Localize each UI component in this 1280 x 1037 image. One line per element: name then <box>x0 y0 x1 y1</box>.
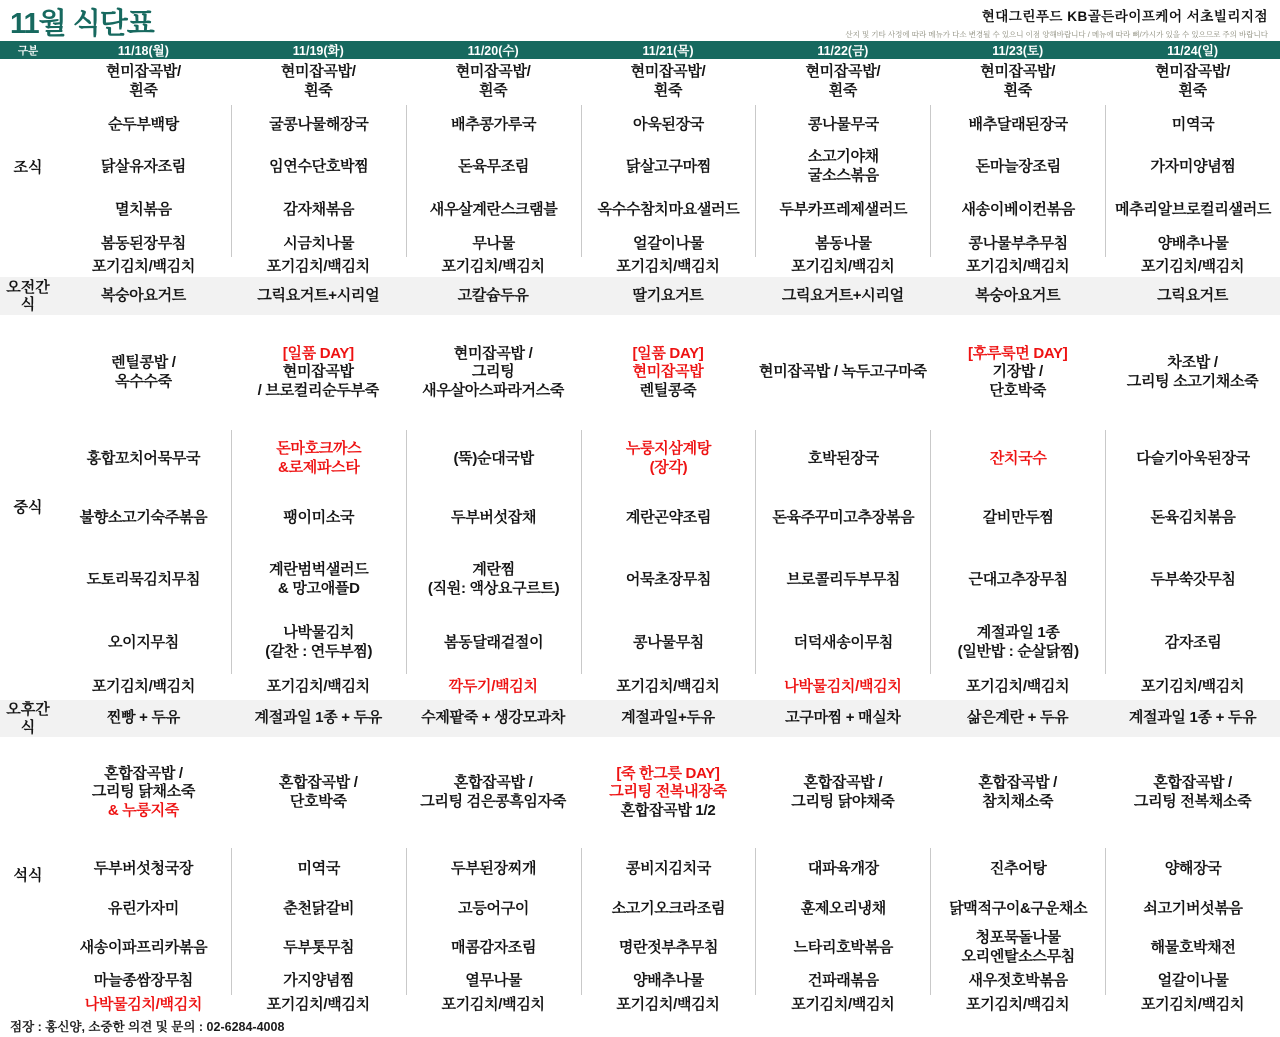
menu-cell: 누룽지삼계탕 (장각) <box>581 430 756 488</box>
menu-cell: 현미잡곡밥/ 흰죽 <box>280 63 356 99</box>
menu-cell: 그릭요거트 <box>1157 286 1229 304</box>
menu-cell: 봄동나물 <box>755 231 930 257</box>
menu-cell: 포기김치/백김치 <box>91 677 196 695</box>
menu-cell: 배추달래된장국 <box>930 105 1105 145</box>
menu-cell: 건파래볶음 <box>755 968 930 995</box>
menu-cell: 닭살고구마찜 <box>581 145 756 189</box>
menu-cell: 혼합잡곡밥 / 단호박죽 <box>278 773 358 810</box>
menu-cell: 혼합잡곡밥 / 그리팅 닭채소죽 & 누룽지죽 <box>91 764 196 819</box>
menu-cell: 포기김치/백김치 <box>791 995 895 1013</box>
menu-cell: 얼갈이나물 <box>581 231 756 257</box>
menu-cell: 포기김치/백김치 <box>441 257 545 275</box>
menu-cell: 포기김치/백김치 <box>1140 677 1245 695</box>
menu-cell: 도토리묵김치무침 <box>86 570 201 588</box>
menu-cell: 감자채볶음 <box>231 189 406 231</box>
menu-cell: 느타리호박볶음 <box>755 928 930 968</box>
menu-cell: 포기김치/백김치 <box>266 995 370 1013</box>
menu-cell: 시금치나물 <box>231 231 406 257</box>
menu-cell: 포기김치/백김치 <box>791 257 895 275</box>
menu-cell: 아욱된장국 <box>581 105 756 145</box>
menu-cell: 더덕새송이무침 <box>755 612 930 674</box>
menu-cell: 가자미양념찜 <box>1105 145 1280 189</box>
menu-cell: 포기김치/백김치 <box>966 677 1070 695</box>
menu-cell: 유린가자미 <box>107 899 179 917</box>
day-header: 11/18(월) <box>117 44 169 58</box>
menu-cell: 다슬기아욱된장국 <box>1105 430 1280 488</box>
menu-cell: 순두부백탕 <box>107 115 179 133</box>
menu-cell: 두부톳무침 <box>231 928 406 968</box>
section-label-pm-snack: 오후간식 <box>6 701 50 736</box>
menu-cell: 임연수단호박찜 <box>231 145 406 189</box>
section-dinner <box>0 737 1280 1015</box>
menu-cell: 삶은계란 + 두유 <box>967 709 1069 727</box>
menu-cell: 근대고추장무침 <box>930 548 1105 612</box>
day-header: 11/21(목) <box>642 44 694 58</box>
menu-cell: 현미잡곡밥/ 흰죽 <box>805 63 881 99</box>
menu-cell: 잔치국수 <box>930 430 1105 488</box>
menu-cell: 포기김치/백김치 <box>616 995 720 1013</box>
page-title: 11월 식단표 <box>10 8 154 40</box>
section-label-breakfast: 조식 <box>13 159 43 177</box>
menu-cell: 현미잡곡밥/ 흰죽 <box>630 63 706 99</box>
menu-cell: 포기김치/백김치 <box>616 677 720 695</box>
menu-cell: 소고기오크라조림 <box>581 890 756 928</box>
day-header: 11/24(일) <box>1167 44 1219 58</box>
menu-cell: 현미잡곡밥 / 녹두고구마죽 <box>759 363 927 381</box>
menu-cell: 돈마호크까스 &로제파스타 <box>231 430 406 488</box>
section-label-am-snack: 오전간식 <box>6 278 50 313</box>
menu-cell: 가지양념찜 <box>231 968 406 995</box>
menu-cell: 감자조림 <box>1105 612 1280 674</box>
menu-cell: 현미잡곡밥/ 흰죽 <box>980 63 1056 99</box>
menu-cell: 찐빵 + 두유 <box>106 709 180 727</box>
menu-cell: 팽이미소국 <box>231 488 406 548</box>
menu-cell: 수제팥죽 + 생강모과차 <box>421 709 566 727</box>
menu-cell: 해물호박채전 <box>1105 928 1280 968</box>
menu-cell: 현미잡곡밥/ 흰죽 <box>1155 63 1230 99</box>
menu-cell: 혼합잡곡밥 / 그리팅 전복채소죽 <box>1133 773 1252 810</box>
menu-cell: 닭살유자조림 <box>100 157 186 175</box>
menu-cell: 매콤감자조림 <box>406 928 581 968</box>
menu-cell: 두부된장찌개 <box>406 848 581 890</box>
menu-cell: 호박된장국 <box>755 430 930 488</box>
menu-cell: 춘천닭갈비 <box>231 890 406 928</box>
section-breakfast <box>0 59 1280 277</box>
menu-cell: 닭맥적구이&구운채소 <box>930 890 1105 928</box>
menu-cell: 소고기야채 굴소스볶음 <box>755 145 930 189</box>
menu-cell: 계란범벅샐러드 & 망고애플D <box>231 548 406 612</box>
section-lunch <box>0 315 1280 700</box>
menu-cell: 두부쑥갓무침 <box>1105 548 1280 612</box>
menu-cell: 홍합꼬치어묵무국 <box>86 449 201 467</box>
menu-cell: 현미잡곡밥/ 흰죽 <box>106 63 181 99</box>
menu-table <box>0 59 1280 1015</box>
menu-cell: 양배추나물 <box>581 968 756 995</box>
menu-cell: 계절과일 1종 + 두유 <box>1128 709 1257 727</box>
menu-cell: (뚝)순대국밥 <box>406 430 581 488</box>
menu-cell: 메추리알브로컬리샐러드 <box>1105 189 1280 231</box>
menu-cell: 마늘종쌈장무침 <box>93 972 194 990</box>
menu-cell: 봄동달래겉절이 <box>406 612 581 674</box>
footer-contact: 점장 : 홍신양, 소중한 의견 및 문의 : 02-6284-4008 <box>10 1020 285 1034</box>
menu-cell: 포기김치/백김치 <box>1140 257 1245 275</box>
menu-cell: 포기김치/백김치 <box>616 257 720 275</box>
menu-cell: 콩비지김치국 <box>581 848 756 890</box>
top-bar <box>0 0 1280 41</box>
menu-cell: 계란곤약조림 <box>581 488 756 548</box>
day-header: 11/19(화) <box>292 44 344 58</box>
menu-cell: [죽 한그릇 DAY] 그리팅 전복내장죽 혼합잡곡밥 1/2 <box>609 764 727 819</box>
menu-cell: 포기김치/백김치 <box>966 995 1070 1013</box>
menu-cell: 두부버섯청국장 <box>93 859 194 877</box>
section-label-dinner: 석식 <box>13 867 43 885</box>
day-header: 11/22(금) <box>817 44 869 58</box>
menu-cell: 복숭아요거트 <box>100 286 186 304</box>
menu-cell: 포기김치/백김치 <box>441 995 545 1013</box>
menu-cell: [일품 DAY] 현미잡곡밥 / 브로컬리순두부죽 <box>257 344 379 399</box>
section-label-lunch: 중식 <box>13 498 43 516</box>
menu-cell: 갈비만두찜 <box>930 488 1105 548</box>
menu-cell: 두부카프레제샐러드 <box>755 189 930 231</box>
menu-cell: 계절과일+두유 <box>621 709 715 727</box>
menu-cell: 그릭요거트+시리얼 <box>257 286 380 304</box>
menu-cell: 콩나물부추무침 <box>930 231 1105 257</box>
menu-cell: [후루룩면 DAY] 기장밥 / 단호박죽 <box>968 344 1068 399</box>
menu-cell: 나박물김치/백김치 <box>84 995 203 1013</box>
menu-cell: 복숭아요거트 <box>975 286 1061 304</box>
menu-cell: 쇠고기버섯볶음 <box>1105 890 1280 928</box>
menu-cell: 두부버섯잡채 <box>406 488 581 548</box>
menu-cell: 딸기요거트 <box>632 286 704 304</box>
menu-cell: 불향소고기숙주볶음 <box>79 508 208 526</box>
menu-cell: 계절과일 1종 (일반밥 : 순살닭찜) <box>930 612 1105 674</box>
menu-cell: 미역국 <box>1105 105 1280 145</box>
menu-cell: 배추콩가루국 <box>406 105 581 145</box>
menu-cell: 고등어구이 <box>406 890 581 928</box>
menu-cell: 그릭요거트+시리얼 <box>781 286 904 304</box>
menu-cell: 포기김치/백김치 <box>91 257 196 275</box>
menu-cell: 고구마찜 + 매실차 <box>785 709 901 727</box>
menu-cell: 현미잡곡밥 / 그리팅 새우살아스파라거스죽 <box>422 344 565 399</box>
menu-cell: 브로콜리두부무침 <box>755 548 930 612</box>
menu-cell: 콩나물무침 <box>581 612 756 674</box>
menu-cell: 미역국 <box>231 848 406 890</box>
menu-cell: 계란찜 (직원: 액상요구르트) <box>406 548 581 612</box>
menu-cell: 포기김치/백김치 <box>1140 995 1245 1013</box>
menu-cell: 돈육주꾸미고추장볶음 <box>755 488 930 548</box>
menu-cell: 콩나물무국 <box>755 105 930 145</box>
menu-cell: 돈마늘장조림 <box>930 145 1105 189</box>
day-header: 11/20(수) <box>467 44 519 58</box>
menu-cell: 돈육무조림 <box>406 145 581 189</box>
menu-cell: 옥수수참치마요샐러드 <box>581 189 756 231</box>
menu-cell: 새우살계란스크램블 <box>406 189 581 231</box>
menu-cell: 새송이베이컨볶음 <box>930 189 1105 231</box>
menu-cell: 대파육개장 <box>755 848 930 890</box>
menu-cell: 렌틸콩밥 / 옥수수죽 <box>111 353 176 390</box>
menu-cell: 양배추나물 <box>1105 231 1280 257</box>
menu-cell: 오이지무침 <box>107 633 179 651</box>
table-header-row <box>0 41 1280 59</box>
menu-cell: 혼합잡곡밥 / 그리팅 검은콩흑임자죽 <box>420 773 567 810</box>
menu-cell: 진추어탕 <box>930 848 1105 890</box>
menu-cell: 계절과일 1종 + 두유 <box>254 709 382 727</box>
menu-cell: 멸치볶음 <box>115 200 172 218</box>
menu-cell: 훈제오리냉채 <box>755 890 930 928</box>
menu-cell: 굴콩나물해장국 <box>231 105 406 145</box>
menu-cell: 나박물김치 (갈찬 : 연두부찜) <box>231 612 406 674</box>
menu-cell: 돈육김치볶음 <box>1105 488 1280 548</box>
menu-cell: 포기김치/백김치 <box>966 257 1070 275</box>
menu-cell: 차조밥 / 그리팅 소고기채소죽 <box>1126 353 1259 390</box>
menu-cell: 나박물김치/백김치 <box>784 677 902 695</box>
menu-cell: 새송이파프리카볶음 <box>79 938 208 956</box>
menu-cell: [일품 DAY] 현미잡곡밥 렌틸콩죽 <box>632 344 704 399</box>
menu-cell: 양해장국 <box>1105 848 1280 890</box>
menu-cell: 봄동된장무침 <box>100 234 186 252</box>
menu-cell: 무나물 <box>406 231 581 257</box>
menu-cell: 어묵초장무침 <box>581 548 756 612</box>
menu-cell: 현미잡곡밥/ 흰죽 <box>455 63 531 99</box>
menu-cell: 혼합잡곡밥 / 그리팅 닭야채죽 <box>791 773 895 810</box>
corner-header: 구분 <box>17 44 39 57</box>
menu-cell: 얼갈이나물 <box>1105 968 1280 995</box>
menu-cell: 새우젓호박볶음 <box>930 968 1105 995</box>
menu-cell: 깍두기/백김치 <box>448 677 538 695</box>
day-header: 11/23(토) <box>992 44 1044 58</box>
org-block <box>845 5 1268 40</box>
menu-cell: 포기김치/백김치 <box>266 677 370 695</box>
menu-cell: 고칼슘두유 <box>457 286 529 304</box>
menu-cell: 혼합잡곡밥 / 참치채소죽 <box>978 773 1058 810</box>
section-am-snack <box>0 277 1280 315</box>
org-name: 현대그린푸드 KB골든라이프케어 서초빌리지점 <box>981 9 1268 24</box>
menu-cell: 포기김치/백김치 <box>266 257 370 275</box>
section-pm-snack <box>0 700 1280 737</box>
menu-cell: 열무나물 <box>406 968 581 995</box>
menu-cell: 명란젓부추무침 <box>581 928 756 968</box>
menu-cell: 청포묵돌나물 오리엔탈소스무침 <box>930 928 1105 968</box>
org-notice: 산지 및 기타 사정에 따라 메뉴가 다소 변경될 수 있으니 이점 양해바랍니다 / 메뉴에 따라 뼈/가시가 있을 수 있으므로 주의 바랍니다 <box>845 30 1268 39</box>
